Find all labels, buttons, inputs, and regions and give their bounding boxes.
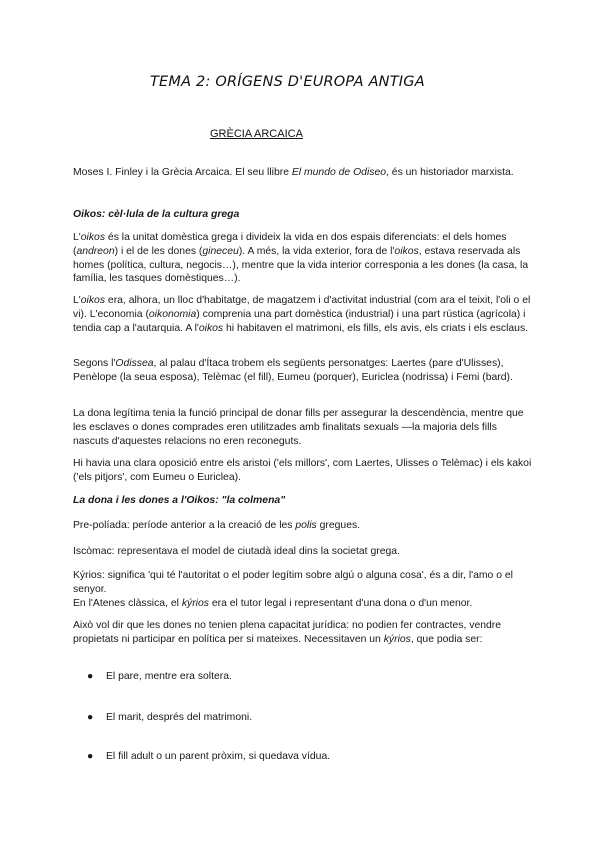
text: hi habitaven el matrimoni, els fills, els avis, els criats i els esclaus. [223,322,529,334]
document-title: TEMA 2: ORÍGENS D'EUROPA ANTIGA [150,74,425,90]
term: kýrios [383,633,411,645]
paragraph-iscomac: Iscòmac: representava el model de ciutadà ideal dins la societat grega. [73,546,400,557]
term: kýrios [181,597,209,609]
text: , és un historiador marxista. [386,167,514,178]
text: Moses I. Finley i la Grècia Arcaica. El seu llibre [73,167,292,178]
list-item [73,670,330,684]
paragraph-oikos-economy [73,294,533,335]
text: Segons l' [73,358,116,369]
paragraph-legal-capacity [73,619,533,647]
text: era, alhora, un lloc d'habitatge, de magatzem i d'activitat industrial (com ara el teixit, l'oli o el vi). L'economia ( [73,295,531,320]
text: Kýrios: significa 'qui té l'autoritat o el poder legítim sobre algú o alguna cosa', és a dir, l'amo o el senyor. [73,570,513,595]
text: En l'Atenes clàssica, el [73,597,182,609]
term: oikonomia [148,308,197,320]
text: , al palau d'Ítaca trobem els següents personatges: Laertes (pare d'Ulisses), Penèlope (la seua esposa), Telèmac (el fill), Eumeu (porquer), Euriclea (nodrissa) i Femi (bard). [73,358,513,383]
list-item [73,711,330,725]
text: ). A més, la vida exterior, fora de l' [238,245,395,257]
bullet-icon: ● [87,751,94,762]
list-item [73,750,330,764]
list-item-text: El pare, mentre era soltera. [106,671,232,682]
term: gineceu [202,245,239,257]
term: polis [295,520,317,531]
text: , que podia ser: [410,633,483,645]
bullet-icon: ● [87,712,94,723]
text: , estava reservada als homes (política, cultura, negocis…), mentre que la vida interior corresponia a les dones (la casa, la família, les tasques domèstiques…). [73,245,529,285]
text: ) comprenia una part domèstica (industrial) i una part rústica (agrícola) i tendia cap a l'autarquia. A l' [73,308,526,334]
paragraph-intro [73,166,533,180]
term: oikos [80,295,106,306]
term: oikos [394,245,419,257]
list-item-text: El marit, després del matrimoni. [106,712,253,723]
paragraph-aristoi-kakoi: Hi havia una clara oposició entre els aristoi ('els millors', com Laertes, Ulisses o Telèmac) i els kakoi ('els pitjors', com Eumeu o Euriclea). [73,458,532,483]
term: oikos [198,322,224,334]
section-subtitle: GRÈCIA ARCAICA [210,128,303,140]
paragraph-legitimate-wife: La dona legítima tenia la funció principal de donar fills per assegurar la descendència, mentre que les esclaves o dones comprades eren utilitzades amb finalitats sexuals —la majoria dels fills nascuts d'aquestes relacions no eren reconeguts. [73,408,524,447]
paragraph-pre-poliada [73,519,533,533]
term: Odissea [115,358,154,369]
text: era el tutor legal i representant d'una dona o d'un menor. [208,597,473,609]
term: andreon [76,245,115,257]
bullet-icon: ● [87,671,94,682]
paragraph-kyrios [73,569,533,610]
text: ) i el de les dones ( [114,245,203,257]
text: gregues. [316,520,361,531]
heading-dona: La dona i les dones a l'Oikos: "la colmena" [73,495,286,506]
text: L' [73,295,81,306]
paragraph-odyssey [73,357,533,385]
text: Això vol dir que les dones no tenien plena capacitat jurídica: no podien fer contractes, vendre propietats ni participar en política per si mateixes. Necessitaven un [73,620,502,645]
paragraph-oikos-definition [73,231,533,286]
heading-oikos: Oikos: cèl·lula de la cultura grega [73,209,240,220]
text: Pre-políada: període anterior a la creació de les [73,520,296,531]
text: L' [73,232,81,243]
list-item-text: El fill adult o un parent pròxim, si quedava vídua. [106,751,331,762]
text: és la unitat domèstica grega i divideix la vida en dos espais diferenciats: el dels homes ( [73,232,507,257]
term: oikos [80,232,106,243]
book-title: El mundo de Odiseo [291,167,387,178]
